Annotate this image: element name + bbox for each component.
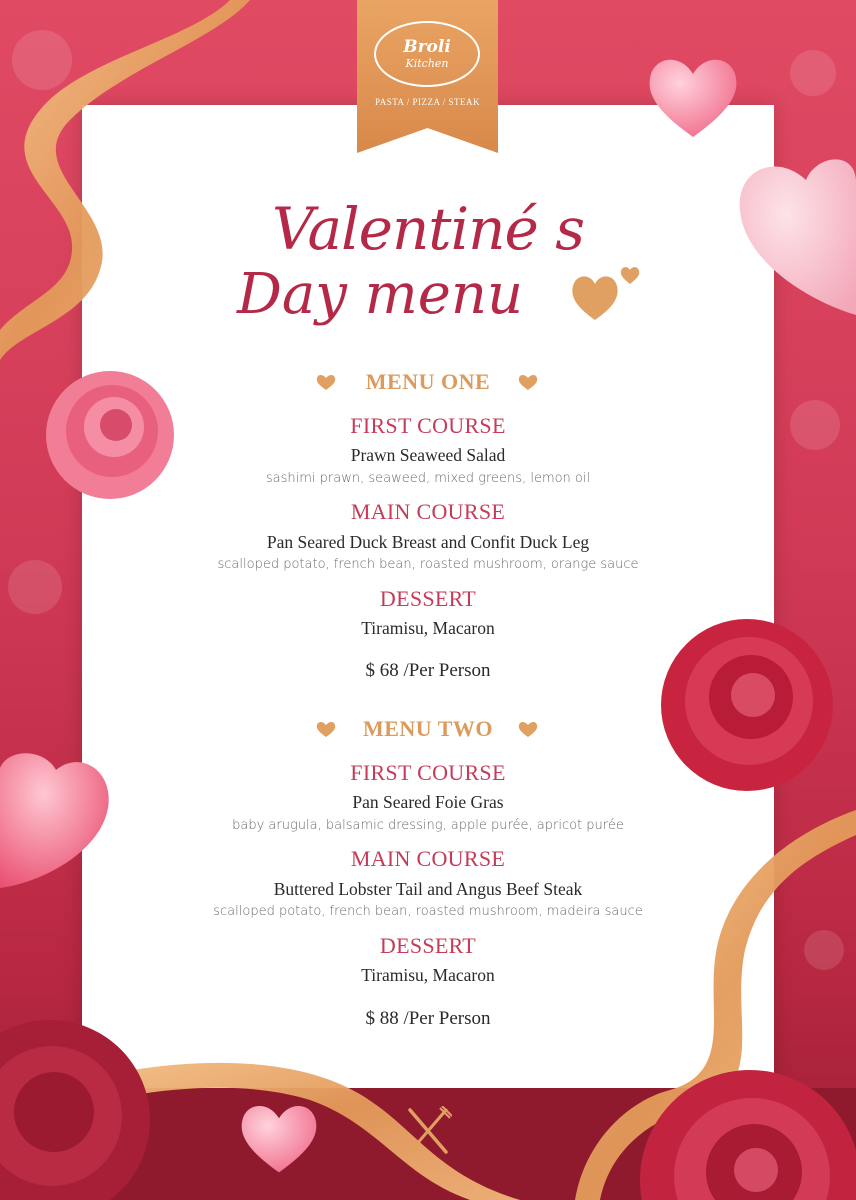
brand-tagline: PASTA / PIZZA / STEAK	[375, 97, 480, 107]
menu-one-main-course-label: MAIN COURSE	[350, 499, 506, 524]
menu-two-heading: MENU TWO	[362, 716, 494, 741]
menu-two-first-course-description: baby arugula, balsamic dressing, apple purée, apricot purée	[232, 818, 624, 833]
logo-sub: Kitchen	[405, 57, 449, 70]
heart-icon	[736, 150, 856, 320]
menu-one-price: $ 68 /Per Person	[365, 660, 491, 681]
menu-two-first-course-label: FIRST COURSE	[350, 760, 506, 785]
menu-two-main-course-label: MAIN COURSE	[350, 846, 506, 871]
logo-name: Broli	[403, 37, 451, 57]
rose-icon	[0, 1010, 150, 1200]
heart-icon	[236, 1098, 322, 1178]
menu-one-heading: MENU ONE	[365, 369, 491, 394]
menu-one-dessert-label: DESSERT	[379, 586, 477, 611]
menu-two-main-course-dish: Buttered Lobster Tail and Angus Beef Steak	[273, 879, 583, 899]
menu-one-main-course-dish: Pan Seared Duck Breast and Confit Duck Leg	[266, 532, 590, 552]
menu-one-dessert-dish: Tiramisu, Macaron	[361, 618, 495, 638]
menu-two-dessert-dish: Tiramisu, Macaron	[361, 965, 495, 985]
menu-two-dessert-label: DESSERT	[379, 933, 477, 958]
menu-one-first-course-dish: Prawn Seaweed Salad	[350, 445, 506, 465]
menu-one-first-course-description: sashimi prawn, seaweed, mixed greens, lemon oil	[265, 471, 591, 486]
brand-logo	[374, 21, 480, 87]
menu-one-first-course-label: FIRST COURSE	[350, 413, 506, 438]
menu-title-line-1: Valentiné s	[271, 195, 585, 263]
fork-knife-icon	[404, 1106, 452, 1156]
menu-title-line-2: Day menu	[236, 262, 524, 327]
rose-icon	[640, 1060, 856, 1200]
menu-two-price: $ 88 /Per Person	[365, 1008, 491, 1029]
menu-two-first-course-dish: Pan Seared Foie Gras	[352, 792, 504, 812]
menu-two-main-course-description: scalloped potato, french bean, roasted mushroom, madeira sauce	[213, 904, 643, 919]
menu-one-main-course-description: scalloped potato, french bean, roasted mushroom, orange sauce	[217, 557, 639, 572]
heart-icon	[643, 52, 743, 142]
heart-icon	[570, 264, 642, 322]
